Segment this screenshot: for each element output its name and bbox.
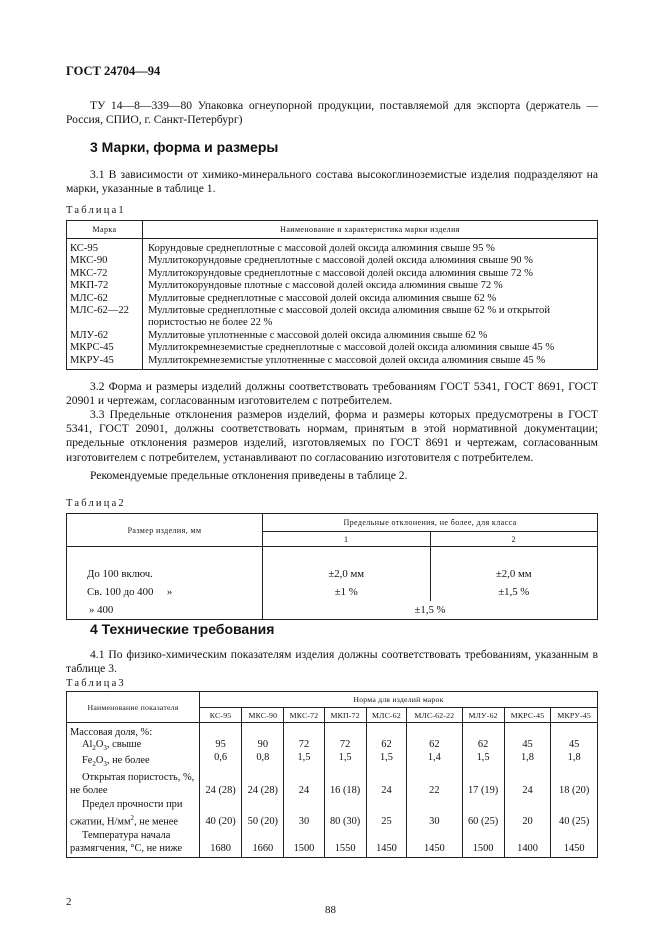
table-2-class-1-value: ±1 % [263, 583, 431, 601]
paragraph-3-1: 3.1 В зависимости от химико-минерального состава высокоглиноземистые изделия подразделяют на марки, указанные в таблице 1. [66, 168, 598, 196]
table-3-mark-header: КС-95 [200, 708, 242, 723]
fe2o3-label: $Fe_2O_3$, не более [82, 754, 150, 768]
table-3-mark-header: МКС-72 [284, 708, 324, 723]
table-3-porosity-value: 17 (19) [462, 772, 504, 799]
table-3-param-strength: Предел прочности при сжатии, $Н/мм^2$, не менее [67, 799, 200, 830]
table-3-softening-value: 1450 [551, 830, 598, 857]
table-row [67, 255, 598, 267]
table-1-description: Муллитокорундовые среднеплотные с массовой долей оксида алюминия свыше 72 % [143, 268, 598, 280]
fe2o3-value: 1,5 [476, 751, 490, 763]
table-3-mass-fraction-values [242, 723, 284, 773]
table-1-mark: МКП-72 [67, 280, 143, 292]
table-1-description: Корундовые среднеплотные с массовой долей оксида алюминия свыше 95 % [143, 239, 598, 256]
table-3-mass-fraction-values [200, 723, 242, 773]
table-3-mark-header: МЛС-62-22 [407, 708, 462, 723]
table-3-strength-value: 30 [407, 799, 462, 830]
al2o3-value: 62 [429, 739, 440, 751]
table-3-softening-value: 1450 [407, 830, 462, 857]
al2o3-value: 95 [215, 739, 226, 751]
table-3-mark-header: МКП-72 [324, 708, 366, 723]
table-1-description: Муллитовые среднеплотные с массовой долей оксида алюминия свыше 62 % [143, 293, 598, 305]
table-2-caption: Таблица2 [66, 498, 126, 509]
table-3-porosity-value: 16 (18) [324, 772, 366, 799]
table-3-porosity-value: 24 [366, 772, 406, 799]
table-row [67, 342, 598, 354]
fe2o3-value: 1,5 [379, 751, 393, 763]
table-2-class-1-value: ±2,0 мм [263, 565, 431, 583]
table-row [67, 565, 598, 583]
table-1-mark: МКРУ-45 [67, 355, 143, 370]
table-3-softening-value: 1550 [324, 830, 366, 857]
al2o3-label: $Al_2O_3$, свыше [82, 739, 142, 753]
table-3-softening-value: 1450 [366, 830, 406, 857]
table-3-porosity-value: 22 [407, 772, 462, 799]
table-3-mark-header: МЛУ-62 [462, 708, 504, 723]
fe2o3-value: 1,8 [567, 751, 581, 763]
table-3-header-param: Наименование показателя [67, 692, 200, 723]
table-3-softening-value: 1680 [200, 830, 242, 857]
paragraph-3-2: 3.2 Форма и размеры изделий должны соответствовать требованиям ГОСТ 5341, ГОСТ 8691, ГОСТ 20901 и чертежам, согласованным изготовителем с потребителем. [66, 380, 598, 408]
table-3-strength-value: 40 (20) [200, 799, 242, 830]
al2o3-value: 45 [522, 739, 533, 751]
table-3-porosity-value: 24 [284, 772, 324, 799]
table-3-mark-header: МКС-90 [242, 708, 284, 723]
section-4-title: 4 Технические требования [90, 621, 275, 637]
table-3-caption: Таблица3 [66, 678, 126, 689]
document-header: ГОСТ 24704—94 [66, 64, 161, 78]
table-2-class-2-value: ±1,5 % [430, 583, 598, 601]
table-row [67, 268, 598, 280]
table-row [67, 355, 598, 370]
table-3-porosity-value: 24 (28) [242, 772, 284, 799]
table-1-description: Муллитовые среднеплотные с массовой долей оксида алюминия свыше 62 % и открытой пористостью не более 22 % [143, 305, 598, 330]
table-row [67, 601, 598, 620]
table-3-mark-header: МЛС-62 [366, 708, 406, 723]
table-2-header-size: Размер изделия, мм [67, 514, 263, 547]
fe2o3-value: 0,6 [214, 751, 228, 763]
table-3-mass-fraction-values [462, 723, 504, 773]
table-1-description: Муллитокремнеземистые среднеплотные с массовой долей оксида алюминия свыше 45 % [143, 342, 598, 354]
table-2-header-class-1: 1 [263, 532, 431, 547]
table-1-description: Муллитовые уплотненные с массовой долей оксида алюминия свыше 62 % [143, 330, 598, 342]
al2o3-value: 72 [298, 739, 310, 751]
fe2o3-value: 1,4 [427, 751, 441, 763]
al2o3-value: 62 [381, 739, 392, 751]
al2o3-value: 90 [257, 739, 269, 751]
table-row [67, 583, 598, 601]
table-3-strength-value: 80 (30) [324, 799, 366, 830]
table-3-param-softening: Температура начала размягчения, °С, не ниже [67, 830, 200, 857]
table-3-header-group: Норма для изделий марок [200, 692, 598, 708]
table-2-header-class-2: 2 [430, 532, 598, 547]
table-3-mass-fraction-values [504, 723, 551, 773]
table-3-softening-value: 1500 [284, 830, 324, 857]
table-1-header-name: Наименование и характеристика марки изделия [143, 221, 598, 239]
table-3-strength-value: 40 (25) [551, 799, 598, 830]
table-3-mark-header: МКРС-45 [504, 708, 551, 723]
paragraph-recommended: Рекомендуемые предельные отклонения приведены в таблице 2. [90, 469, 408, 482]
table-1-mark: МКРС-45 [67, 342, 143, 354]
paragraph-4-1: 4.1 По физико-химическим показателям изделия должны соответствовать требованиям, указанным в таблице 3. [66, 648, 598, 676]
fe2o3-value: 1,5 [297, 751, 311, 763]
table-row [67, 293, 598, 305]
table-1-description: Муллитокорундовые среднеплотные с массовой долей оксида алюминия свыше 90 % [143, 255, 598, 267]
table-2-header-group: Предельные отклонения, не более, для класса [263, 514, 598, 532]
table-2-class-2-value: ±2,0 мм [430, 565, 598, 583]
table-1-description: Муллитокремнеземистые уплотненные с массовой долей оксида алюминия свыше 45 % [143, 355, 598, 370]
table-1-mark: МЛУ-62 [67, 330, 143, 342]
table-3-strength-value: 60 (25) [462, 799, 504, 830]
paragraph-3-3: 3.3 Предельные отклонения размеров изделий, форма и размеры которых предусмотрены в ГОСТ 5341, ГОСТ 20901, должны соответствовать нормам, принятым в этой нормативной документации; предельные отклонения размеров изделий, изготовляемых по ГОСТ 8691 и чертежам, согласованным изготовителем с потребителем, устанавливают по согласованию изготовителя с потребителем. [66, 408, 598, 464]
mass-fraction-label: Массовая доля, %: [70, 727, 153, 738]
table-1-caption: Таблица1 [66, 205, 126, 216]
page-number-center: 88 [325, 904, 336, 916]
table-2 [66, 513, 598, 620]
table-3-mass-fraction-values [551, 723, 598, 773]
table-row [67, 330, 598, 342]
table-1-mark: МКС-90 [67, 255, 143, 267]
table-1-mark: МЛС-62—22 [67, 305, 143, 330]
table-1-mark: КС-95 [67, 239, 143, 256]
table-3-softening-value: 1400 [504, 830, 551, 857]
fe2o3-value: 1,5 [338, 751, 352, 763]
fe2o3-value: 0,8 [256, 751, 270, 763]
page-number-left: 2 [66, 896, 72, 908]
table-2-size: До 100 включ. [67, 565, 263, 583]
table-3-mass-fraction-values [284, 723, 324, 773]
table-3-softening-value: 1660 [242, 830, 284, 857]
table-row [67, 305, 598, 330]
table-3-strength-value: 25 [366, 799, 406, 830]
fe2o3-value: 1,8 [521, 751, 535, 763]
table-1-header-mark: Марка [67, 221, 143, 239]
table-3-strength-value: 20 [504, 799, 551, 830]
table-1 [66, 220, 598, 370]
tu-reference: ТУ 14—8—339—80 Упаковка огнеупорной продукции, поставляемой для экспорта (держатель — Россия, СПИО, г. Санкт-Петербург) [66, 99, 598, 127]
al2o3-value: 45 [568, 739, 580, 751]
table-3-porosity-value: 18 (20) [551, 772, 598, 799]
table-2-size: Св. 100 до 400 » [67, 583, 263, 601]
table-1-mark: МЛС-62 [67, 293, 143, 305]
table-1-description: Муллитокорундовые плотные с массовой долей оксида алюминия свыше 72 % [143, 280, 598, 292]
table-3-mark-header: МКРУ-45 [551, 708, 598, 723]
table-3-softening-value: 1500 [462, 830, 504, 857]
table-3-param-mass-fraction [67, 723, 200, 773]
al2o3-value: 72 [339, 739, 351, 751]
table-3-strength-value: 30 [284, 799, 324, 830]
table-row [67, 239, 598, 256]
table-2-size: » 400 [67, 601, 263, 620]
table-3-porosity-value: 24 [504, 772, 551, 799]
table-2-merged-value: ±1,5 % [263, 601, 598, 620]
table-3 [66, 691, 598, 858]
table-1-mark: МКС-72 [67, 268, 143, 280]
table-row [67, 280, 598, 292]
table-3-strength-value: 50 (20) [242, 799, 284, 830]
table-3-mass-fraction-values [366, 723, 406, 773]
section-3-title: 3 Марки, форма и размеры [90, 139, 279, 155]
table-3-mass-fraction-values [407, 723, 462, 773]
al2o3-value: 62 [477, 739, 489, 751]
table-3-porosity-value: 24 (28) [200, 772, 242, 799]
table-3-mass-fraction-values [324, 723, 366, 773]
table-3-param-porosity: Открытая пористость, %, не более [67, 772, 200, 799]
